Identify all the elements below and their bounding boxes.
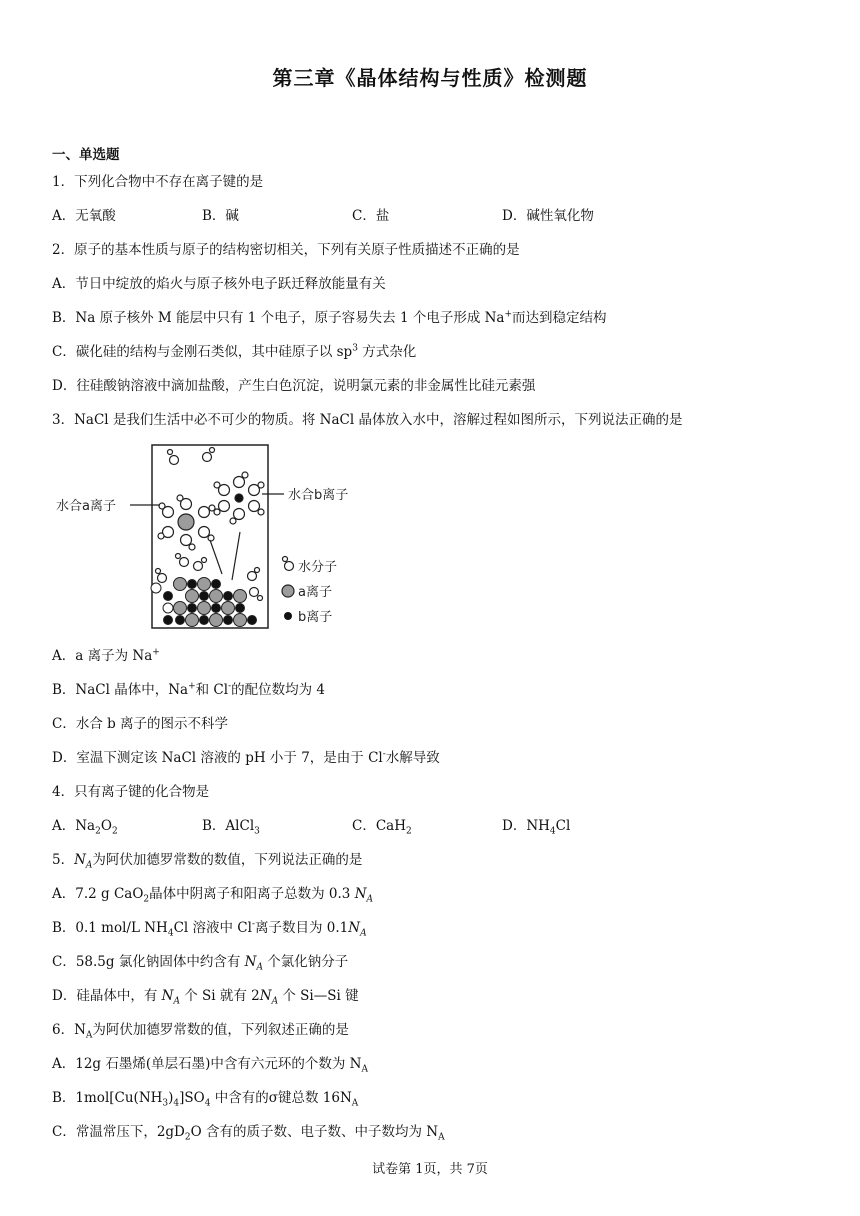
question-5-stem [52,851,362,869]
text: 6．N [52,1022,86,1038]
q4-option-b [202,817,260,835]
text: D．硅晶体中，有 [52,988,162,1004]
question-3-stem: 3．NaCl 是我们生活中必不可少的物质。将 NaCl 晶体放入水中，溶解过程如图所示，下列说法正确的是 [52,412,683,428]
na-subscript: A [173,996,180,1007]
sub: 3 [162,1098,169,1109]
text: D．室温下测定该 NaCl 溶液的 pH 小于 7，是由于 Cl [52,750,383,766]
na-symbol: N [259,988,272,1004]
q6-option-b [52,1089,358,1107]
text: C．常温常压下，2gD [52,1124,185,1140]
page-footer: 试卷第 1页，共 7页 [372,1162,488,1177]
page-title: 第三章《晶体结构与性质》检测题 [272,66,588,90]
text: B．NaCl 晶体中，Na [52,682,189,698]
text: 中含有的σ键总数 16N [210,1090,352,1106]
q4-option-c [352,817,412,835]
text: A．a 离子为 Na [52,648,153,664]
text: B．1mol[Cu(NH [52,1090,163,1106]
q2-option-b [52,309,607,327]
legend-b: b离子 [298,610,333,625]
text: B．AlCl [202,818,255,834]
text: 离子数目为 0.1 [255,920,349,936]
legend-a-icon [282,585,294,597]
na-subscript: A [360,928,367,939]
legend-a: a离子 [298,585,332,600]
text: Cl 溶液中 Cl [173,920,252,936]
text: B．0.1 mol/L NH [52,920,168,936]
q1-option-c: C．盐 [352,208,390,224]
q3-option-d [52,749,440,767]
text: B．Na 原子核外 M 能层中只有 1 个电子，原子容易失去 1 个电子形成 Na [52,310,505,326]
text: 方式杂化 [357,344,417,360]
legend-b-icon [284,612,292,620]
na-subscript: A [271,996,279,1007]
sub: 2 [111,826,118,837]
text: 个 Si—Si 键 [278,988,359,1004]
text: ]SO [179,1090,205,1106]
sup: - [228,681,232,692]
na-symbol: N [354,886,367,902]
sup: + [152,647,160,658]
text: 晶体中阴离子和阳离子总数为 0.3 [149,886,355,902]
na-subscript: A [366,894,373,905]
question-1-stem: 1．下列化合物中不存在离子键的是 [52,174,264,190]
legend-water-icon [283,557,294,571]
label-hydrated-b-ion: 水合b离子 [288,488,349,503]
sub: 2 [95,826,101,837]
sub: 4 [173,1098,180,1109]
q3-option-a [52,647,160,665]
sub: A [85,1030,93,1041]
q4-option-d [502,817,570,835]
na-symbol: N [348,920,361,936]
text: 水解导致 [385,750,440,766]
question-6-stem [52,1021,349,1039]
q3-option-c: C．水合 b 离子的图示不科学 [52,716,229,732]
text: 为阿伏加德罗常数的值，下列叙述正确的是 [92,1022,349,1038]
sup: - [382,749,386,760]
q2-option-c [52,343,416,361]
sub: A [351,1098,359,1109]
na-subscript: A [256,962,263,973]
q3-option-b [52,681,325,699]
text: C．58.5g 氯化钠固体中约含有 [52,954,245,970]
text: 和 Cl [195,682,229,698]
na-symbol: N [244,954,257,970]
sup: + [504,309,513,320]
sup: - [251,919,255,930]
q6-option-c [52,1123,445,1141]
question-2-stem: 2．原子的基本性质与原子的结构密切相关，下列有关原子性质描述不正确的是 [52,242,520,258]
text: O [100,818,112,834]
text: 而达到稳定结构 [512,310,607,326]
legend-water: 水分子 [298,560,338,575]
text: ) [168,1090,174,1106]
sub: A [438,1132,445,1143]
text: 个 Si 就有 2 [179,988,260,1004]
text: 个氯化钠分子 [262,954,349,970]
question-4-stem: 4．只有离子键的化合物是 [52,784,210,800]
text: C．碳化硅的结构与金刚石类似，其中硅原子以 sp [52,344,353,360]
q4-option-a [52,817,118,835]
sub: 4 [167,928,174,939]
sub: 2 [184,1132,191,1143]
q1-option-a: A．无氧酸 [52,208,116,224]
sub: A [361,1064,368,1075]
q5-option-a [52,885,373,903]
text: C．CaH [352,818,406,834]
sub: 4 [204,1098,211,1109]
nacl-dissolution-figure [52,440,372,636]
q2-option-a: A．节日中绽放的焰火与原子核外电子跃迁释放能量有关 [52,276,386,292]
sub: 3 [254,826,260,837]
q5-option-c [52,953,348,971]
sup: 3 [352,343,358,354]
na-subscript: A [85,860,93,871]
q6-option-a [52,1055,368,1073]
text: 为阿伏加德罗常数的数值，下列说法正确的是 [92,852,363,868]
sub: 4 [549,826,556,837]
q5-option-d [52,987,359,1005]
q5-option-b [52,919,367,937]
sup: + [188,681,196,692]
text: A．Na [52,818,96,834]
q1-option-d: D．碱性氧化物 [502,208,594,224]
q2-option-d: D．往硅酸钠溶液中滴加盐酸，产生白色沉淀，说明氯元素的非金属性比硅元素强 [52,378,536,394]
text: D．NH [502,818,550,834]
text: A．12g 石墨烯(单层石墨)中含有六元环的个数为 N [52,1056,362,1072]
na-symbol: N [161,988,174,1004]
text: 的配位数均为 4 [231,682,326,698]
text: O 含有的质子数、电子数、中子数均为 N [190,1124,439,1140]
text: A．7.2 g CaO [52,886,144,902]
sub: 2 [405,826,412,837]
sub: 2 [143,894,150,905]
na-symbol: N [74,852,86,868]
section-heading: 一、单选题 [52,147,120,163]
text: 5． [52,852,75,868]
q1-option-b: B．碱 [202,208,239,224]
label-hydrated-a-ion: 水合a离子 [56,499,116,514]
text: Cl [555,818,571,834]
